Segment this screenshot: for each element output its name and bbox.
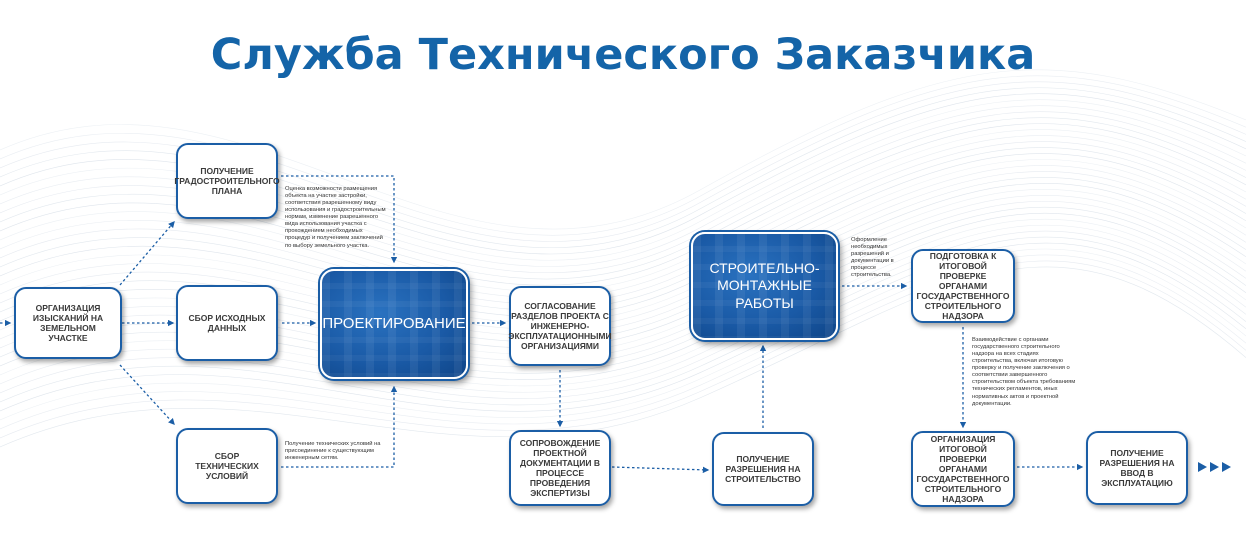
node-soglasovanie: СОГЛАСОВАНИЕ РАЗДЕЛОВ ПРОЕКТА С ИНЖЕНЕРНО-ЭКСПЛУАТАЦИОННЫМИ ОРГАНИЗАЦИЯМИ [509,286,611,366]
page-title: Служба Технического Заказчика [210,30,1036,80]
node-sbor-tu: СБОР ТЕХНИЧЕСКИХ УСЛОВИЙ [176,428,278,504]
arrow-soprov-to-razr [612,467,708,470]
arrow-org-to-gpzu [120,222,174,285]
node-razreshenie-str: ПОЛУЧЕНИЕ РАЗРЕШЕНИЯ НА СТРОИТЕЛЬСТВО [712,432,814,506]
arrow-org-to-tu [120,365,174,424]
note-tu: Получение технических условий на присоединение к существующим инженерным сетям. [285,441,381,462]
note-smr: Оформление необходимых разрешений и документации в процессе строительства. [851,237,894,279]
node-gpzu: ПОЛУЧЕНИЕ ГРАДОСТРОИТЕЛЬНОГО ПЛАНА [176,143,278,219]
node-proektirovanie: ПРОЕКТИРОВАНИЕ [320,269,468,379]
node-soprovozhdenie: СОПРОВОЖДЕНИЕ ПРОЕКТНОЙ ДОКУМЕНТАЦИИ В ПРОЦЕССЕ ПРОВЕДЕНИЯ ЭКСПЕРТИЗЫ [509,430,611,506]
node-smr: СТРОИТЕЛЬНО-МОНТАЖНЫЕ РАБОТЫ [691,232,838,340]
note-nadzor: Взаимодействие с органами государственного строительного надзора на всех стадиях строительства, включая итоговую проверку и получение заключения о соответствии завершенного строительством объекта требованиям технических регламентов, иных нормативных актов и проектной документации. [972,337,1076,407]
node-razreshenie-vvod: ПОЛУЧЕНИЕ РАЗРЕШЕНИЯ НА ВВОД В ЭКСПЛУАТАЦИЮ [1086,431,1188,505]
node-org-izyskaniy: ОРГАНИЗАЦИЯ ИЗЫСКАНИЙ НА ЗЕМЕЛЬНОМ УЧАСТКЕ [14,287,122,359]
end-arrows [1198,462,1231,472]
node-org-itog: ОРГАНИЗАЦИЯ ИТОГОВОЙ ПРОВЕРКИ ОРГАНАМИ ГОСУДАРСТВЕННОГО СТРОИТЕЛЬНОГО НАДЗОРА [911,431,1015,507]
node-podgotovka: ПОДГОТОВКА К ИТОГОВОЙ ПРОВЕРКЕ ОРГАНАМИ ГОСУДАРСТВЕННОГО СТРОИТЕЛЬНОГО НАДЗОРА [911,249,1015,323]
note-gpzu: Оценка возможности размещения объекта на участке застройки, соответствия разрешенному виду использования и градостроительным нормам, изменение разрешенного вида использования участка с прохождением необходимых процедур и получением заключений по выбору земельного участка. [285,186,386,249]
node-sbor-ishodnyh: СБОР ИСХОДНЫХ ДАННЫХ [176,285,278,361]
